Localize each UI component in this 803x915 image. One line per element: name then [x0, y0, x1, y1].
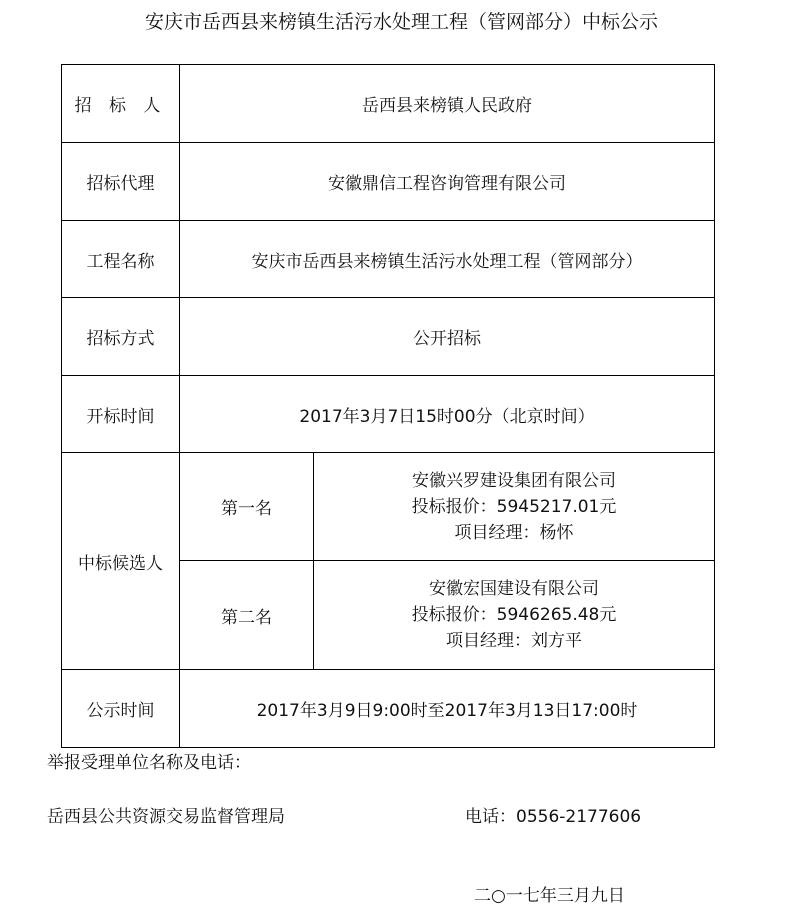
row-agent — [62, 143, 715, 221]
value-method: 公开招标 — [180, 298, 715, 376]
notice-table — [61, 64, 715, 748]
candidate-1-bid: 投标报价：5945217.01元 — [411, 496, 617, 517]
bureau-phone: 电话：0556-2177606 — [465, 807, 642, 827]
row-method — [62, 298, 715, 376]
candidate-2-manager: 项目经理：刘方平 — [446, 631, 582, 651]
notice-title: 安庆市岳西县来榜镇生活污水处理工程（管网部分）中标公示 — [144, 11, 658, 33]
label-opening-time: 开标时间 — [62, 376, 180, 453]
candidate-1-details — [314, 453, 715, 561]
value-bidder: 岳西县来榜镇人民政府 — [180, 65, 715, 143]
label-agent: 招标代理 — [62, 143, 180, 221]
value-publicity-time: 2017年3月9日9:00时至2017年3月13日17:00时 — [180, 670, 715, 748]
candidate-2-company: 安徽宏国建设有限公司 — [429, 579, 599, 599]
report-heading: 举报受理单位名称及电话： — [47, 753, 251, 773]
row-candidate-1 — [62, 453, 715, 561]
row-bidder — [62, 65, 715, 143]
label-candidates: 中标候选人 — [62, 453, 180, 670]
value-agent: 安徽鼎信工程咨询管理有限公司 — [180, 143, 715, 221]
supervision-bureau: 岳西县公共资源交易监督管理局 — [47, 807, 285, 827]
candidate-1-manager: 项目经理：杨怀 — [454, 522, 574, 543]
label-publicity-time: 公示时间 — [62, 670, 180, 748]
candidate-1-rank: 第一名 — [180, 453, 314, 561]
value-project-name: 安庆市岳西县来榜镇生活污水处理工程（管网部分） — [180, 221, 715, 298]
value-opening-time: 2017年3月7日15时00分（北京时间） — [180, 376, 715, 453]
label-method: 招标方式 — [62, 298, 180, 376]
candidate-2-rank: 第二名 — [180, 561, 314, 670]
row-publicity-time — [62, 670, 715, 748]
row-project-name — [62, 221, 715, 298]
candidate-2-bid: 投标报价：5946265.48元 — [411, 605, 617, 625]
label-bidder: 招 标 人 — [62, 65, 180, 143]
label-project-name: 工程名称 — [62, 221, 180, 298]
notice-date: 二○一七年三月九日 — [474, 886, 625, 906]
row-opening-time — [62, 376, 715, 453]
candidate-1-company: 安徽兴罗建设集团有限公司 — [412, 470, 616, 491]
candidate-2-details — [314, 561, 715, 670]
